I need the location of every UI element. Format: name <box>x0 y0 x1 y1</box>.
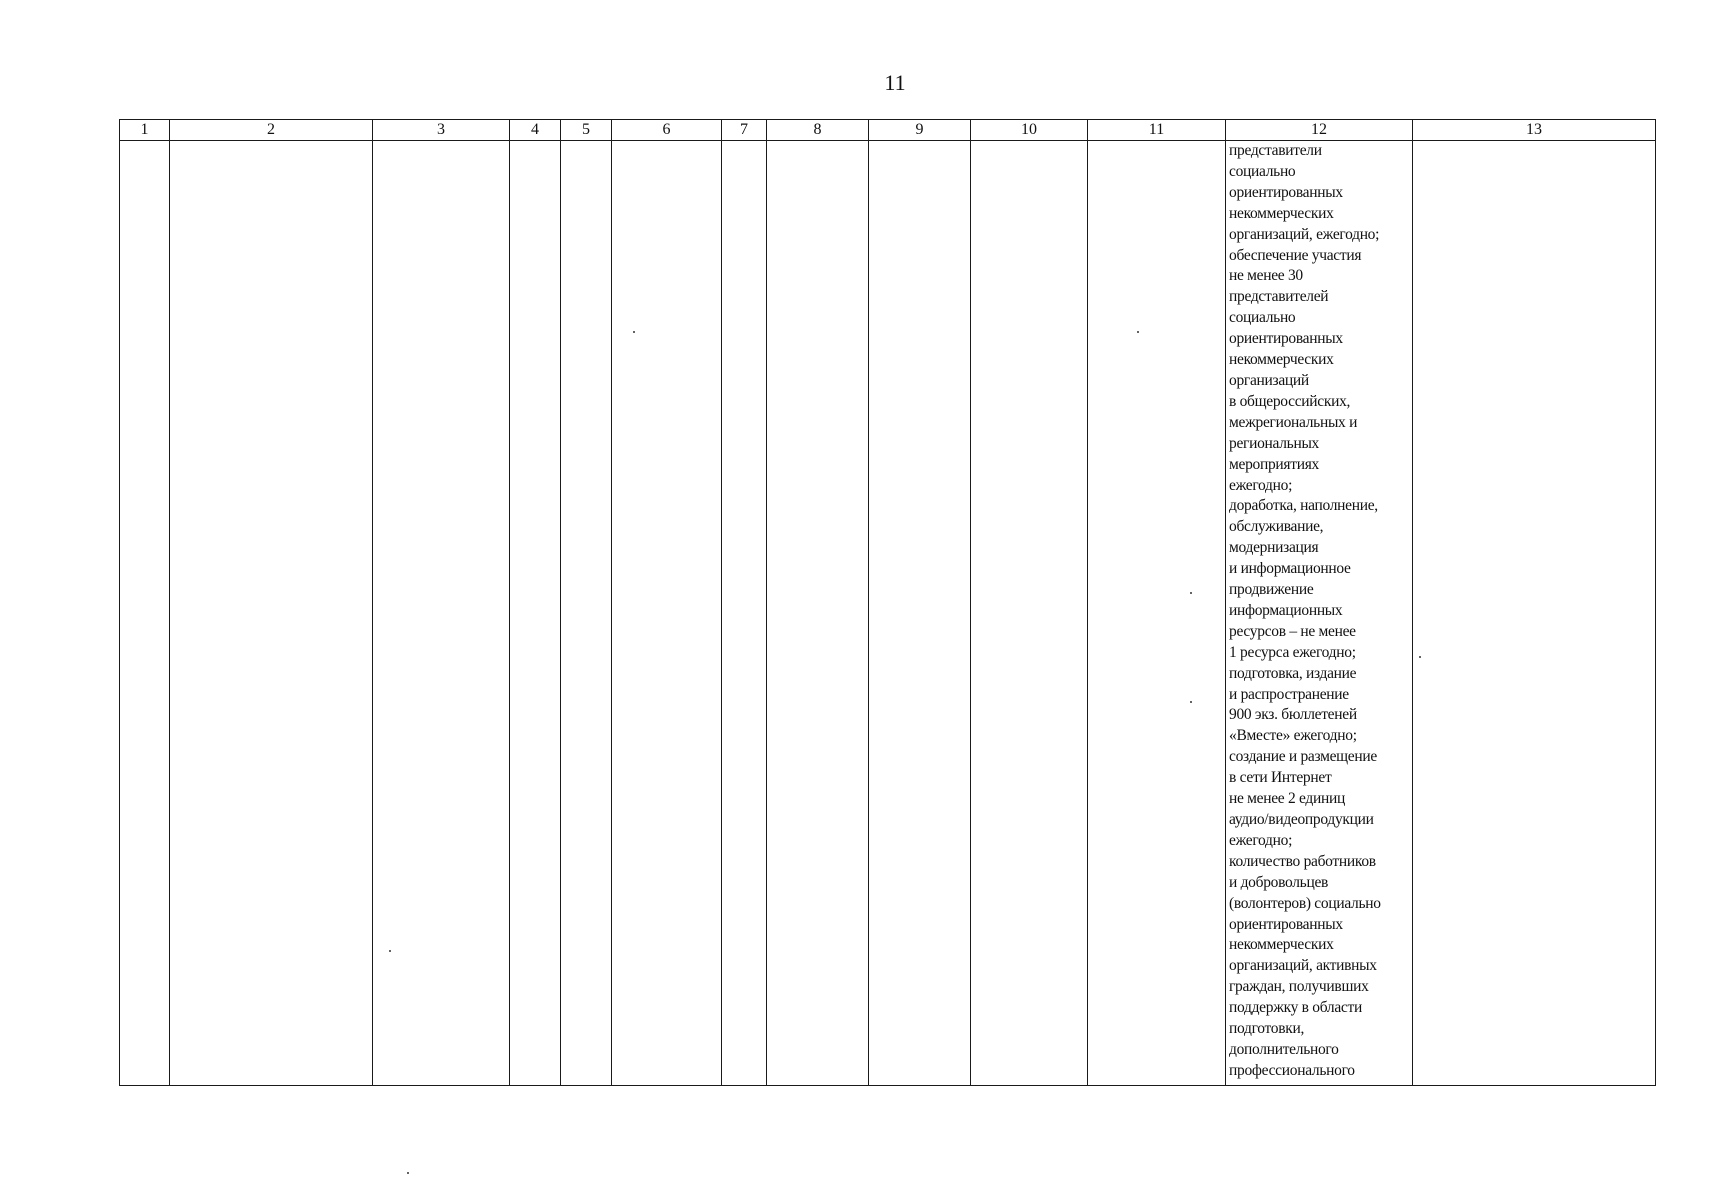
table-cell <box>1413 141 1656 1086</box>
text-line: некоммерческих <box>1229 936 1334 954</box>
text-line: некоммерческих <box>1229 351 1334 369</box>
column-header: 13 <box>1413 120 1656 141</box>
table-cell <box>373 141 510 1086</box>
table-cell <box>722 141 767 1086</box>
text-line: аудио/видеопродукции <box>1229 811 1374 828</box>
table-cell <box>1088 141 1226 1086</box>
text-line: организаций, активных <box>1229 957 1377 975</box>
column-header: 5 <box>561 120 612 141</box>
text-line: ежегодно; <box>1229 831 1293 849</box>
scan-speck <box>1419 656 1421 658</box>
column-header: 6 <box>612 120 722 141</box>
column-header: 1 <box>120 120 170 141</box>
text-line: некоммерческих <box>1229 204 1334 222</box>
table-cell <box>510 141 561 1086</box>
column-header: 3 <box>373 120 510 141</box>
text-line: количество работников <box>1229 852 1376 870</box>
table-cell <box>869 141 971 1086</box>
text-line: межрегиональных и <box>1229 413 1358 431</box>
text-line: мероприятиях <box>1229 455 1320 473</box>
text-line: поддержку в области <box>1229 999 1362 1017</box>
text-line: и информационное <box>1229 560 1351 578</box>
table-cell-column-12 <box>1226 141 1413 1086</box>
table-row <box>120 141 1656 1086</box>
column-header: 8 <box>767 120 869 141</box>
table-cell <box>120 141 170 1086</box>
text-line: представители <box>1229 142 1322 159</box>
document-table <box>119 119 1656 1086</box>
text-line: организаций <box>1229 371 1309 389</box>
scan-speck <box>1137 331 1139 333</box>
table-cell <box>971 141 1088 1086</box>
text-line: 1 ресурса ежегодно; <box>1229 643 1356 661</box>
text-line: в общероссийских, <box>1229 392 1351 410</box>
text-line: ориентированных <box>1229 330 1343 348</box>
text-line: представителей <box>1229 288 1329 306</box>
text-line: 900 экз. бюллетеней <box>1229 706 1357 724</box>
text-line: не менее 30 <box>1229 267 1303 285</box>
page-number: 11 <box>884 70 906 95</box>
text-line: региональных <box>1229 434 1320 452</box>
text-line: «Вместе» ежегодно; <box>1229 727 1357 745</box>
column-header: 7 <box>722 120 767 141</box>
text-line: граждан, получивших <box>1229 978 1369 996</box>
text-line: ориентированных <box>1229 183 1343 201</box>
table-header-row <box>120 120 1656 141</box>
text-line: создание и размещение <box>1229 748 1377 766</box>
scan-speck <box>1190 701 1192 703</box>
text-line: дополнительного <box>1229 1040 1339 1058</box>
text-line: организаций, ежегодно; <box>1229 225 1380 243</box>
scan-speck <box>633 331 635 333</box>
scan-speck <box>389 950 391 952</box>
text-line: обслуживание, <box>1229 518 1324 536</box>
text-line: в сети Интернет <box>1229 769 1332 787</box>
text-line: (волонтеров) социально <box>1229 894 1381 912</box>
text-line: социально <box>1229 162 1296 180</box>
table-cell <box>612 141 722 1086</box>
column-header: 11 <box>1088 120 1226 141</box>
table-cell <box>561 141 612 1086</box>
text-line: доработка, наполнение, <box>1229 497 1378 515</box>
text-line: ориентированных <box>1229 915 1343 933</box>
text-line: модернизация <box>1229 539 1319 557</box>
text-line: профессионального <box>1229 1061 1355 1079</box>
column-12-text <box>1226 141 1412 1082</box>
column-header: 12 <box>1226 120 1413 141</box>
column-header: 4 <box>510 120 561 141</box>
scan-speck <box>1190 592 1192 594</box>
text-line: информационных <box>1229 601 1343 619</box>
table-cell <box>767 141 869 1086</box>
column-header: 2 <box>170 120 373 141</box>
text-line: и добровольцев <box>1229 873 1329 891</box>
scan-speck <box>407 1172 409 1174</box>
column-header: 10 <box>971 120 1088 141</box>
table-cell <box>170 141 373 1086</box>
text-line: социально <box>1229 309 1296 327</box>
text-line: и распространение <box>1229 685 1349 703</box>
text-line: не менее 2 единиц <box>1229 790 1345 808</box>
text-line: ежегодно; <box>1229 476 1293 494</box>
text-line: ресурсов – не менее <box>1229 622 1356 640</box>
text-line: подготовка, издание <box>1229 664 1357 682</box>
text-line: продвижение <box>1229 581 1314 599</box>
text-line: обеспечение участия <box>1229 246 1362 264</box>
text-line: подготовки, <box>1229 1020 1305 1038</box>
column-header: 9 <box>869 120 971 141</box>
